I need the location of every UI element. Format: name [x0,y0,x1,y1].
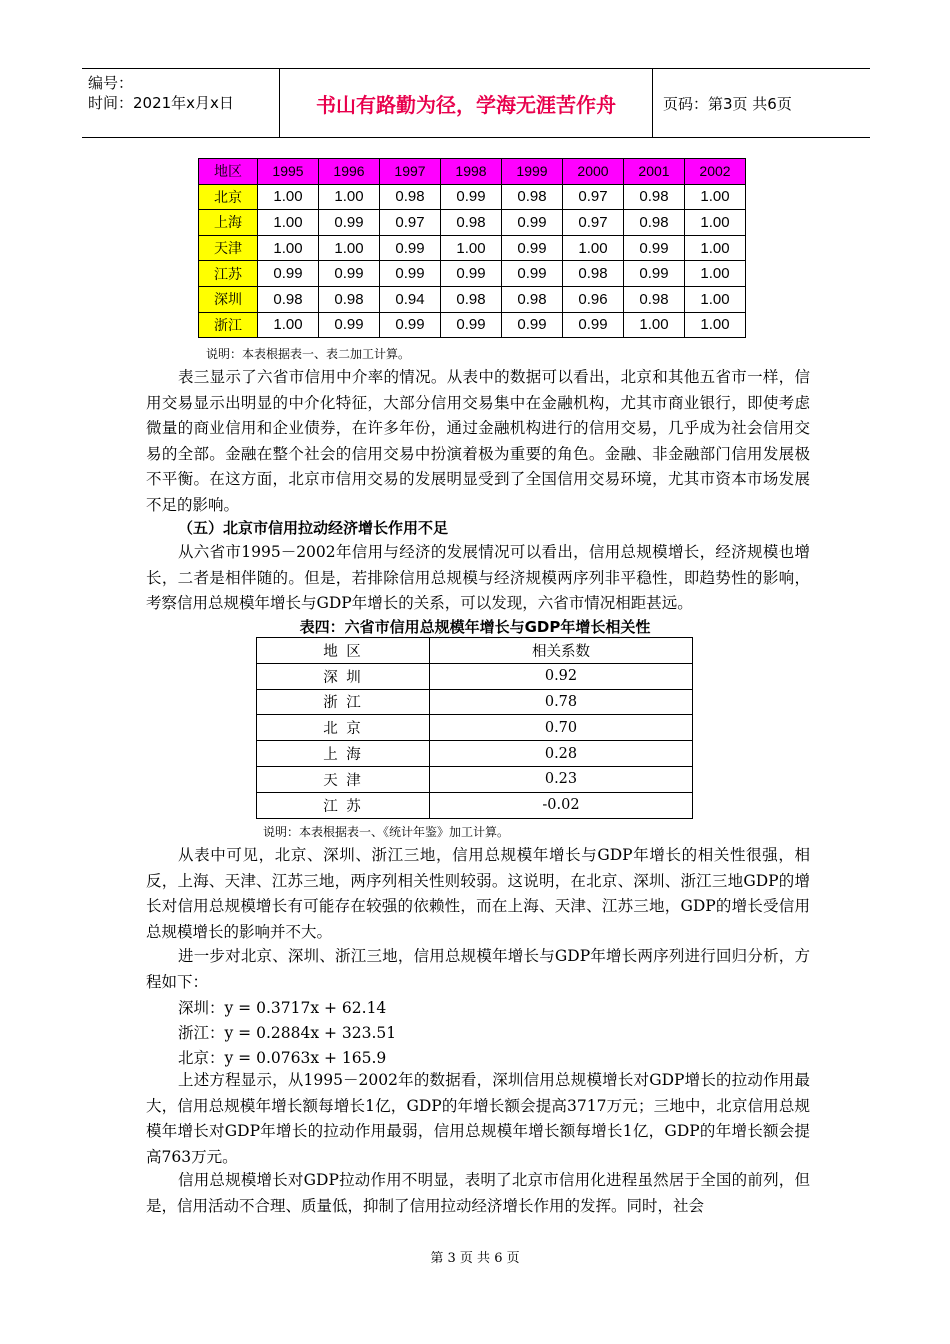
table-cell: 0.99 [258,261,319,287]
table-cell: 1.00 [685,286,746,312]
correlation-table [256,637,693,819]
table-cell: 0.99 [380,312,441,338]
page-footer: 第 3 页 共 6 页 [430,1251,520,1266]
table-cell: 0.98 [502,184,563,210]
time-label: 时间：2021年x月x日 [88,94,234,112]
equation-shenzhen: 深圳：y = 0.3717x + 62.14 [178,999,387,1017]
table4-title: 表四：六省市信用总规模年增长与GDP年增长相关性 [299,618,651,636]
table-cell: 1.00 [685,312,746,338]
table-cell: 0.98 [319,286,380,312]
table-cell: 0.99 [380,261,441,287]
table-cell: 0.23 [430,766,693,792]
table-cell: 0.92 [430,663,693,689]
section-heading: （五）北京市信用拉动经济增长作用不足 [178,519,449,537]
column-header: 相关系数 [430,638,693,664]
equation-zhejiang: 浙江：y = 0.2884x + 323.51 [178,1024,397,1042]
table-cell: 0.94 [380,286,441,312]
column-header: 地区 [199,159,258,185]
table-cell: 0.99 [502,312,563,338]
table-cell: -0.02 [430,792,693,818]
table-cell: 0.98 [624,286,685,312]
table-cell: 1.00 [624,312,685,338]
table-cell: 0.97 [563,210,624,236]
table-row [257,792,693,818]
table-cell: 0.97 [563,184,624,210]
region-cell: 上海 [199,210,258,236]
region-cell: 天津 [199,235,258,261]
table-cell: 0.99 [319,312,380,338]
table-cell: 0.99 [319,210,380,236]
equation-beijing: 北京：y = 0.0763x + 165.9 [178,1049,387,1067]
region-cell: 北京 [199,184,258,210]
paragraph-3: 从表中可见，北京、深圳、浙江三地，信用总规模年增长与GDP年增长的相关性很强，相反，上海、天津、江苏三地，两序列相关性则较弱。这说明，在北京、深圳、浙江三地GDP的增长对信用总规模增长有可能存在较强的依赖性，而在上海、天津、江苏三地，GDP的增长受信用总规模增长的影响并不大。 [146,846,810,941]
region-cell: 北 京 [257,715,430,741]
table-cell: 0.99 [441,261,502,287]
column-header: 1996 [319,159,380,185]
region-cell: 深 圳 [257,663,430,689]
header-motto: 书山有路勤为径，学海无涯苦作舟 [280,69,653,137]
region-cell: 江苏 [199,261,258,287]
table-row [199,235,746,261]
table-cell: 0.98 [441,286,502,312]
table-row [199,312,746,338]
table-cell: 0.99 [502,210,563,236]
number-label: 编号： [88,74,134,92]
table-cell: 0.98 [502,286,563,312]
table-cell: 1.00 [563,235,624,261]
table4-note: 说明：本表根据表一、《统计年鉴》加工计算。 [263,825,510,839]
table-cell: 0.99 [563,312,624,338]
table-cell: 0.99 [441,312,502,338]
table-cell: 0.99 [624,235,685,261]
table-cell: 1.00 [685,235,746,261]
region-cell: 上 海 [257,741,430,767]
intermediation-rate-table [198,158,746,338]
column-header: 地 区 [257,638,430,664]
table-cell: 0.99 [319,261,380,287]
table-cell: 0.99 [502,261,563,287]
paragraph-5: 上述方程显示，从1995－2002年的数据看，深圳信用总规模增长对GDP增长的拉动作用最大，信用总规模年增长额每增长1亿，GDP的年增长额会提高3717万元；三地中，北京信用总规模年增长对GDP年增长的拉动作用最弱，信用总规模年增长额每增长1亿，GDP的年增长额会提高763万元。 [146,1071,810,1166]
table-cell: 1.00 [319,235,380,261]
table-cell: 1.00 [258,184,319,210]
table-cell: 0.98 [441,210,502,236]
table-row [257,715,693,741]
region-cell: 深圳 [199,286,258,312]
table-cell: 1.00 [441,235,502,261]
table3-note: 说明：本表根据表一、表二加工计算。 [206,347,411,361]
table-cell: 0.99 [441,184,502,210]
paragraph-4: 进一步对北京、深圳、浙江三地，信用总规模年增长与GDP年增长两序列进行回归分析，方程如下： [146,947,810,991]
region-cell: 江 苏 [257,792,430,818]
region-cell: 天 津 [257,766,430,792]
table-cell: 0.98 [624,184,685,210]
table-cell: 0.97 [380,210,441,236]
column-header: 2002 [685,159,746,185]
table-row [199,184,746,210]
column-header: 2000 [563,159,624,185]
table-cell: 0.78 [430,689,693,715]
table-cell: 0.98 [624,210,685,236]
table-cell: 0.99 [624,261,685,287]
table-cell: 1.00 [685,261,746,287]
column-header: 1998 [441,159,502,185]
table-cell: 0.96 [563,286,624,312]
paragraph-1: 表三显示了六省市信用中介率的情况。从表中的数据可以看出，北京和其他五省市一样，信用交易显示出明显的中介化特征，大部分信用交易集中在金融机构，尤其市商业银行，即使考虑微量的商业信用和企业债券，在许多年份，通过金融机构进行的信用交易，几乎成为社会信用交易的全部。金融在整个社会的信用交易中扮演着极为重要的角色。金融、非金融部门信用发展极不平衡。在这方面，北京市信用交易的发展明显受到了全国信用交易环境，尤其市资本市场发展不足的影响。 [146,368,810,514]
region-cell: 浙江 [199,312,258,338]
table-cell: 0.98 [258,286,319,312]
table-cell: 1.00 [685,210,746,236]
column-header: 1995 [258,159,319,185]
table-cell: 1.00 [258,312,319,338]
column-header: 1999 [502,159,563,185]
table-cell: 0.70 [430,715,693,741]
table-header-row [199,159,746,185]
table-row [257,689,693,715]
table-row [257,766,693,792]
table-cell: 1.00 [258,235,319,261]
table-row [257,663,693,689]
table-cell: 1.00 [685,184,746,210]
table-cell: 0.99 [380,235,441,261]
table-row [199,261,746,287]
table-cell: 0.98 [380,184,441,210]
page-header [82,68,870,138]
paragraph-2: 从六省市1995－2002年信用与经济的发展情况可以看出，信用总规模增长，经济规模也增长，二者是相伴随的。但是，若排除信用总规模与经济规模两序列非平稳性，即趋势性的影响，考察信用总规模年增长与GDP年增长的关系，可以发现，六省市情况相距甚远。 [146,543,810,612]
table-row [257,741,693,767]
header-meta [82,69,280,137]
table-row [199,286,746,312]
table-cell: 0.98 [563,261,624,287]
table-cell: 1.00 [258,210,319,236]
region-cell: 浙 江 [257,689,430,715]
table-row [199,210,746,236]
paragraph-6: 信用总规模增长对GDP拉动作用不明显，表明了北京市信用化进程虽然居于全国的前列，但是，信用活动不合理、质量低，抑制了信用拉动经济增长作用的发挥。同时，社会 [146,1171,810,1215]
column-header: 1997 [380,159,441,185]
column-header: 2001 [624,159,685,185]
table-cell: 0.28 [430,741,693,767]
header-page-info: 页码：第3页 共6页 [663,94,792,113]
table-header-row [257,638,693,664]
table-cell: 1.00 [319,184,380,210]
table-cell: 0.99 [502,235,563,261]
